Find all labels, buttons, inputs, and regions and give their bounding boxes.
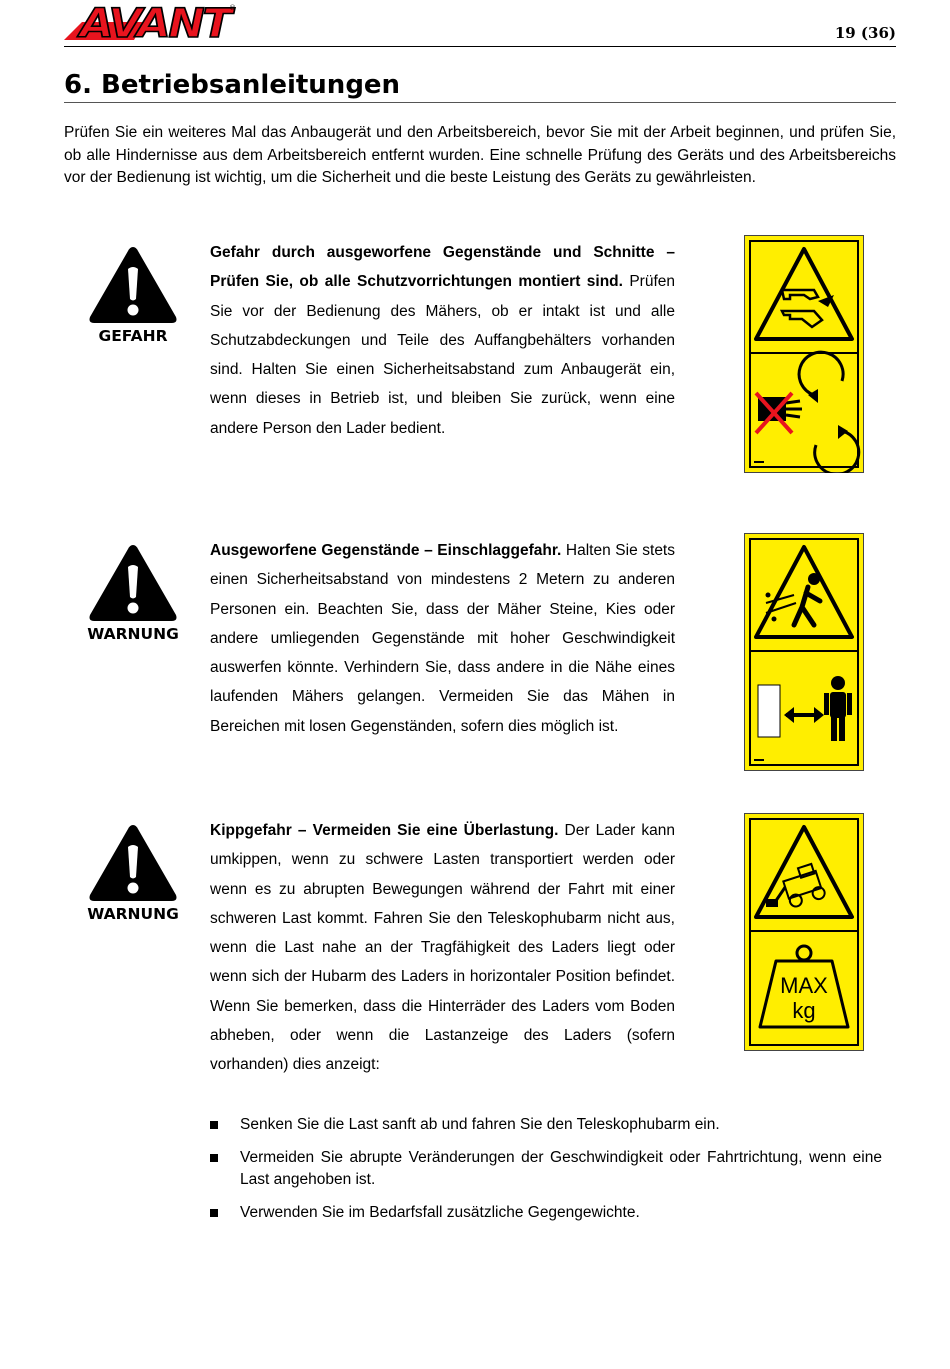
section-body: Halten Sie stets einen Sicherheitsabstand von mindestens 2 Metern zu anderen Personen ein. Beachten Sie, dass der Mäher Steine, Kies oder andere umliegenden Gegenstände mit hoher Geschwindigkeit auswerfen könnte. Verhindern Sie, dass andere in die Nähe eines laufenden Mähers gelangen. Vermeiden Sie das Mähen in Bereichen mit losen Gegenständen, sofern dies möglich ist.: [210, 542, 675, 735]
list-item: Senken Sie die Last sanft ab und fahren Sie den Teleskophubarm ein.: [210, 1114, 882, 1136]
list-item: Verwenden Sie im Bedarfsfall zusätzliche Gegengewichte.: [210, 1202, 882, 1224]
section-ejected-objects-impact: [210, 536, 675, 741]
page-number: 19 (36): [834, 24, 896, 42]
action-list: [210, 1114, 882, 1235]
warning-label: WARNUNG: [87, 625, 179, 643]
warning-triangle-icon: [87, 244, 179, 326]
section-body: Der Lader kann umkippen, wenn zu schwere Lasten transportiert werden oder wenn es zu abrupten Bewegungen während der Fahrt mit einer schweren Last kommt. Fahren Sie den Teleskophubarm nicht aus, wenn die Last nahe an der Tragfähigkeit des Laders liegt oder wenn sich der Hubarm des Laders in horizontaler Position befindet. Wenn Sie bemerken, dass die Hinterräder des Laders vom Boden abheben, oder wenn die Lastanzeige des Laders (sofern vorhanden) dies anzeigt:: [210, 822, 676, 1074]
warning-symbol: [85, 542, 181, 643]
bullet-square-icon: [210, 1121, 218, 1129]
section-tipping-hazard: [210, 816, 675, 1080]
danger-label: GEFAHR: [98, 327, 168, 345]
section-body: Prüfen Sie vor der Bedienung des Mähers, ob er intakt ist und alle Schutzabdeckungen und Teile des Auffangbehälters vorhanden sind. Halten Sie einen Sicherheitsabstand zum Anbaugerät ein, wenn dieses in Betrieb ist, und bleiben Sie zurück, wenn eine andere Person den Lader bedient.: [210, 273, 675, 437]
tipping-hazard-decal: [744, 813, 864, 1051]
avant-logo: [64, 0, 239, 42]
thrown-objects-decal: [744, 533, 864, 771]
max-text: MAX: [780, 973, 828, 998]
page-title: 6. Betriebsanleitungen: [64, 70, 896, 103]
bullet-square-icon: [210, 1154, 218, 1162]
intro-paragraph: Prüfen Sie ein weiteres Mal das Anbaugerät und den Arbeitsbereich, bevor Sie mit der Arbeit beginnen, und prüfen Sie, ob alle Hindernisse aus dem Arbeitsbereich entfernt wurden. Eine schnelle Prüfung des Geräts und des Arbeitsbereichs vor der Bedienung ist wichtig, um die Sicherheit und die beste Leistung des Geräts zu gewährleisten.: [64, 124, 896, 186]
section-heading: Kippgefahr – Vermeiden Sie eine Überlastung.: [210, 822, 559, 839]
warning-triangle-icon: [87, 542, 179, 624]
warning-label: WARNUNG: [87, 905, 179, 923]
cut-hazard-decal: [744, 235, 864, 473]
danger-symbol: [85, 244, 181, 345]
logo-text: AVANT: [76, 1, 236, 42]
section-ejected-objects-cuts: [210, 238, 675, 443]
kg-text: kg: [792, 998, 816, 1023]
page-header: [64, 0, 896, 47]
warning-triangle-icon: [87, 822, 179, 904]
bullet-square-icon: [210, 1209, 218, 1217]
warning-symbol: [85, 822, 181, 923]
svg-text:®: ®: [229, 4, 236, 12]
section-heading: Gefahr durch ausgeworfene Gegenstände und Schnitte – Prüfen Sie, ob alle Schutzvorrichtungen montiert sind.: [210, 244, 675, 291]
list-item: Vermeiden Sie abrupte Veränderungen der Geschwindigkeit oder Fahrtrichtung, wenn eine Last angehoben ist.: [210, 1147, 882, 1191]
section-heading: Ausgeworfene Gegenstände – Einschlaggefahr.: [210, 542, 562, 559]
